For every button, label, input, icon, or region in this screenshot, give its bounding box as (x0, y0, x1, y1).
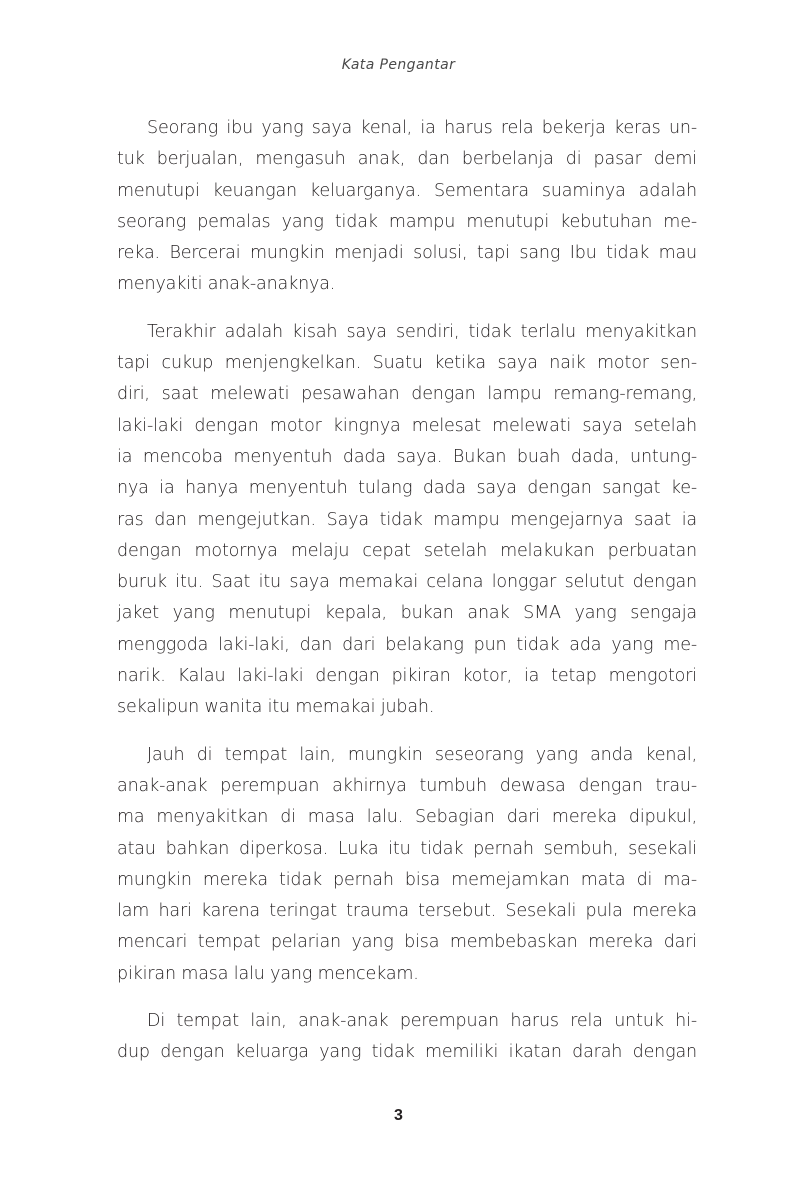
text-line: Jauh di tempat lain, mungkin seseorang yang anda kenal, (147, 744, 697, 765)
paragraph-4 (117, 1006, 697, 1069)
text-line: nya ia hanya menyentuh tulang dada saya dengan sangat ke- (117, 478, 697, 499)
text-line: pikiran masa lalu yang mencekam. (117, 963, 419, 984)
text-line: dengan motornya melaju cepat setelah melakukan perbuatan (117, 540, 697, 561)
paragraph-1 (117, 113, 697, 301)
text-line: buruk itu. Saat itu saya memakai celana longgar selutut dengan (117, 572, 697, 593)
text-line: Terakhir adalah kisah saya sendiri, tidak terlalu menyakitkan (147, 321, 697, 342)
text-line: narik. Kalau laki-laki dengan pikiran kotor, ia tetap mengotori (117, 666, 697, 687)
text-line: jaket yang menutupi kepala, bukan anak SMA yang sengaja (117, 603, 697, 624)
text-line: anak-anak perempuan akhirnya tumbuh dewasa dengan trau- (117, 775, 697, 796)
paragraph-3 (117, 740, 697, 990)
text-line: seorang pemalas yang tidak mampu menutupi kebutuhan me- (117, 211, 697, 232)
text-line: menutupi keuangan keluarganya. Sementara suaminya adalah (117, 180, 697, 201)
text-line: lam hari karena teringat trauma tersebut. Sesekali pula mereka (117, 901, 697, 922)
text-line: Di tempat lain, anak-anak perempuan harus rela untuk hi- (147, 1011, 697, 1032)
text-line: ia mencoba menyentuh dada saya. Bukan buah dada, untung- (117, 446, 697, 467)
text-line: ma menyakitkan di masa lalu. Sebagian dari mereka dipukul, (117, 807, 697, 828)
text-line: tuk berjualan, mengasuh anak, dan berbelanja di pasar demi (117, 149, 697, 170)
text-line: ras dan mengejutkan. Saya tidak mampu mengejarnya saat ia (117, 509, 697, 530)
text-line: atau bahkan diperkosa. Luka itu tidak pernah sembuh, sesekali (117, 838, 697, 859)
text-line: mencari tempat pelarian yang bisa membebaskan mereka dari (117, 932, 697, 953)
text-line: diri, saat melewati pesawahan dengan lampu remang-remang, (117, 384, 697, 405)
text-line: laki-laki dengan motor kingnya melesat melewati saya setelah (117, 415, 697, 436)
text-line: dup dengan keluarga yang tidak memiliki ikatan darah dengan (117, 1042, 697, 1063)
text-line: sekalipun wanita itu memakai jubah. (117, 697, 435, 718)
page-number: 3 (394, 1107, 403, 1124)
text-line: menyakiti anak-anaknya. (117, 274, 336, 295)
paragraph-2 (117, 317, 697, 724)
text-line: Seorang ibu yang saya kenal, ia harus rela bekerja keras un- (147, 118, 697, 138)
text-line: mungkin mereka tidak pernah bisa memejamkan mata di ma- (117, 869, 697, 890)
running-header: Kata Pengantar (341, 57, 456, 73)
text-line: reka. Bercerai mungkin menjadi solusi, tapi sang Ibu tidak mau (117, 243, 697, 264)
text-line: menggoda laki-laki, dan dari belakang pun tidak ada yang me- (117, 634, 697, 655)
page-body (117, 113, 697, 1085)
text-line: tapi cukup menjengkelkan. Suatu ketika saya naik motor sen- (117, 353, 697, 374)
